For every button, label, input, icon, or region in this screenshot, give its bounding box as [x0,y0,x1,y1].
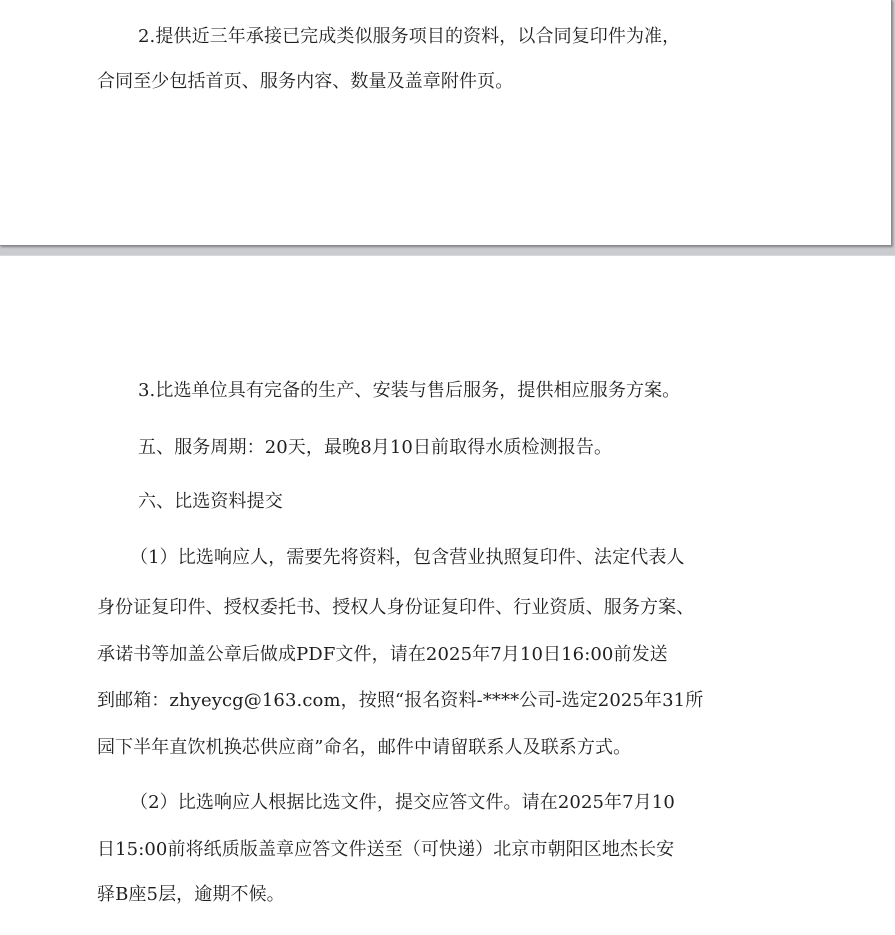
paragraph-submission-1-line-5: 园下半年直饮机换芯供应商”命名，邮件中请留联系人及联系方式。 [97,737,632,758]
paragraph-submission-1-line-4: 到邮箱：zhyeycg@163.com，按照“报名资料-****公司-选定2025年31所 [97,690,704,711]
paragraph-qualification-2-line-2: 合同至少包括首页、服务内容、数量及盖章附件页。 [97,71,514,92]
paragraph-submission-1-line-3: 承诺书等加盖公章后做成PDF文件，请在2025年7月10日16:00前发送 [97,644,668,665]
document-page-bottom [0,255,895,935]
paragraph-submission-1-line-2: 身份证复印件、授权委托书、授权人身份证复印件、行业资质、服务方案、 [97,597,695,618]
paragraph-submission-2-line-2: 日15:00前将纸质版盖章应答文件送至（可快递）北京市朝阳区地杰长安 [97,839,675,860]
paragraph-qualification-2-line-1: 2.提供近三年承接已完成类似服务项目的资料，以合同复印件为准， [138,26,681,47]
paragraph-submission-2-line-1: （2）比选响应人根据比选文件，提交应答文件。请在2025年7月10 [130,792,675,813]
section-heading-submission: 六、比选资料提交 [138,491,283,512]
paragraph-submission-1-line-1: （1）比选响应人，需要先将资料，包含营业执照复印件、法定代表人 [130,547,685,568]
section-service-period: 五、服务周期：20天，最晚8月10日前取得水质检测报告。 [138,437,613,458]
document-page-top [0,0,892,246]
paragraph-qualification-3: 3.比选单位具有完备的生产、安装与售后服务，提供相应服务方案。 [138,380,681,401]
paragraph-submission-2-line-3: 驿B座5层，逾期不候。 [97,884,285,905]
